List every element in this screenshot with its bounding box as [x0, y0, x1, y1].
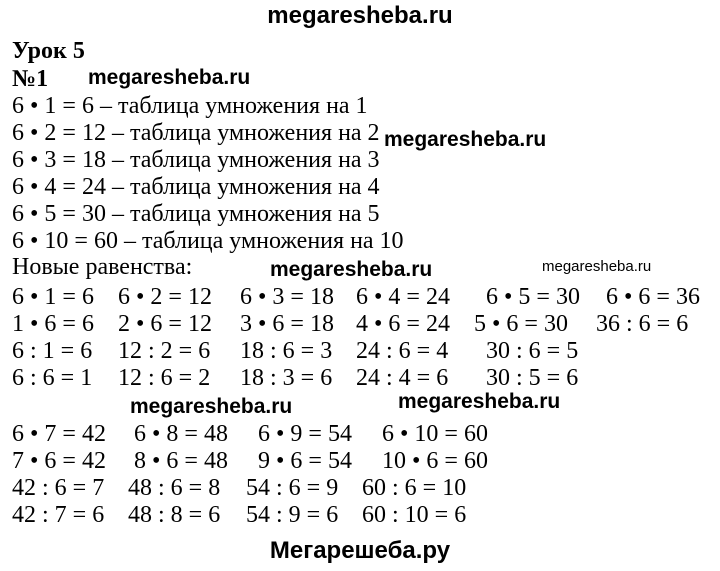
watermark-top: megaresheba.ru — [267, 2, 453, 29]
equation: 6 • 7 = 42 — [12, 421, 106, 447]
equation: 54 : 6 = 9 — [246, 475, 339, 501]
equation: 6 : 1 = 6 — [12, 338, 93, 364]
equation: 10 • 6 = 60 — [382, 448, 488, 474]
watermark-bottom: Мегарешеба.ру — [269, 537, 451, 564]
equation: 42 : 7 = 6 — [12, 502, 105, 528]
watermark: megaresheba.ru — [88, 66, 251, 89]
equation: 7 • 6 = 42 — [12, 448, 106, 474]
equation: 54 : 9 = 6 — [246, 502, 339, 528]
equation: 30 : 6 = 5 — [486, 338, 579, 364]
equation: 18 : 6 = 3 — [240, 338, 333, 364]
intro-line: 6 • 1 = 6 – таблица умножения на 1 — [12, 93, 368, 119]
watermark: megaresheba.ru — [130, 395, 293, 418]
equation: 9 • 6 = 54 — [258, 448, 352, 474]
equation: 3 • 6 = 18 — [240, 311, 334, 337]
equation: 36 : 6 = 6 — [596, 311, 689, 337]
equation: 6 • 6 = 36 — [606, 284, 700, 310]
watermark: megaresheba.ru — [398, 390, 561, 413]
equation: 60 : 10 = 6 — [362, 502, 467, 528]
equation: 60 : 6 = 10 — [362, 475, 467, 501]
equation: 6 • 4 = 24 — [356, 284, 450, 310]
equation: 1 • 6 = 6 — [12, 311, 94, 337]
equation: 48 : 6 = 8 — [128, 475, 221, 501]
equation: 6 : 6 = 1 — [12, 365, 93, 391]
equation: 18 : 3 = 6 — [240, 365, 333, 391]
intro-line: 6 • 10 = 60 – таблица умножения на 10 — [12, 228, 404, 254]
equation: 12 : 2 = 6 — [118, 338, 211, 364]
intro-line: 6 • 3 = 18 – таблица умножения на 3 — [12, 147, 380, 173]
equation: 6 • 2 = 12 — [118, 284, 212, 310]
watermark: megaresheba.ru — [384, 128, 547, 151]
equation: 8 • 6 = 48 — [134, 448, 228, 474]
equation: 6 • 9 = 54 — [258, 421, 352, 447]
equation: 24 : 6 = 4 — [356, 338, 449, 364]
equation: 4 • 6 = 24 — [356, 311, 450, 337]
equation: 30 : 5 = 6 — [486, 365, 579, 391]
intro-line: 6 • 2 = 12 – таблица умножения на 2 — [12, 120, 380, 146]
equation: 6 • 1 = 6 — [12, 284, 94, 310]
watermark: megaresheba.ru — [270, 258, 433, 281]
equation: 6 • 3 = 18 — [240, 284, 334, 310]
equation: 6 • 10 = 60 — [382, 421, 488, 447]
intro-line: 6 • 4 = 24 – таблица умножения на 4 — [12, 174, 380, 200]
equation: 6 • 8 = 48 — [134, 421, 228, 447]
equation: 5 • 6 = 30 — [474, 311, 568, 337]
equation: 6 • 5 = 30 — [486, 284, 580, 310]
lesson-title: Урок 5 — [12, 38, 85, 64]
watermark: megaresheba.ru — [542, 258, 652, 275]
task-number: №1 — [12, 66, 49, 92]
equation: 2 • 6 = 12 — [118, 311, 212, 337]
equation: 12 : 6 = 2 — [118, 365, 211, 391]
equation: 48 : 8 = 6 — [128, 502, 221, 528]
intro-line: 6 • 5 = 30 – таблица умножения на 5 — [12, 201, 380, 227]
equation: 24 : 4 = 6 — [356, 365, 449, 391]
new-equalities-label: Новые равенства: — [12, 254, 193, 280]
equation: 42 : 6 = 7 — [12, 475, 105, 501]
